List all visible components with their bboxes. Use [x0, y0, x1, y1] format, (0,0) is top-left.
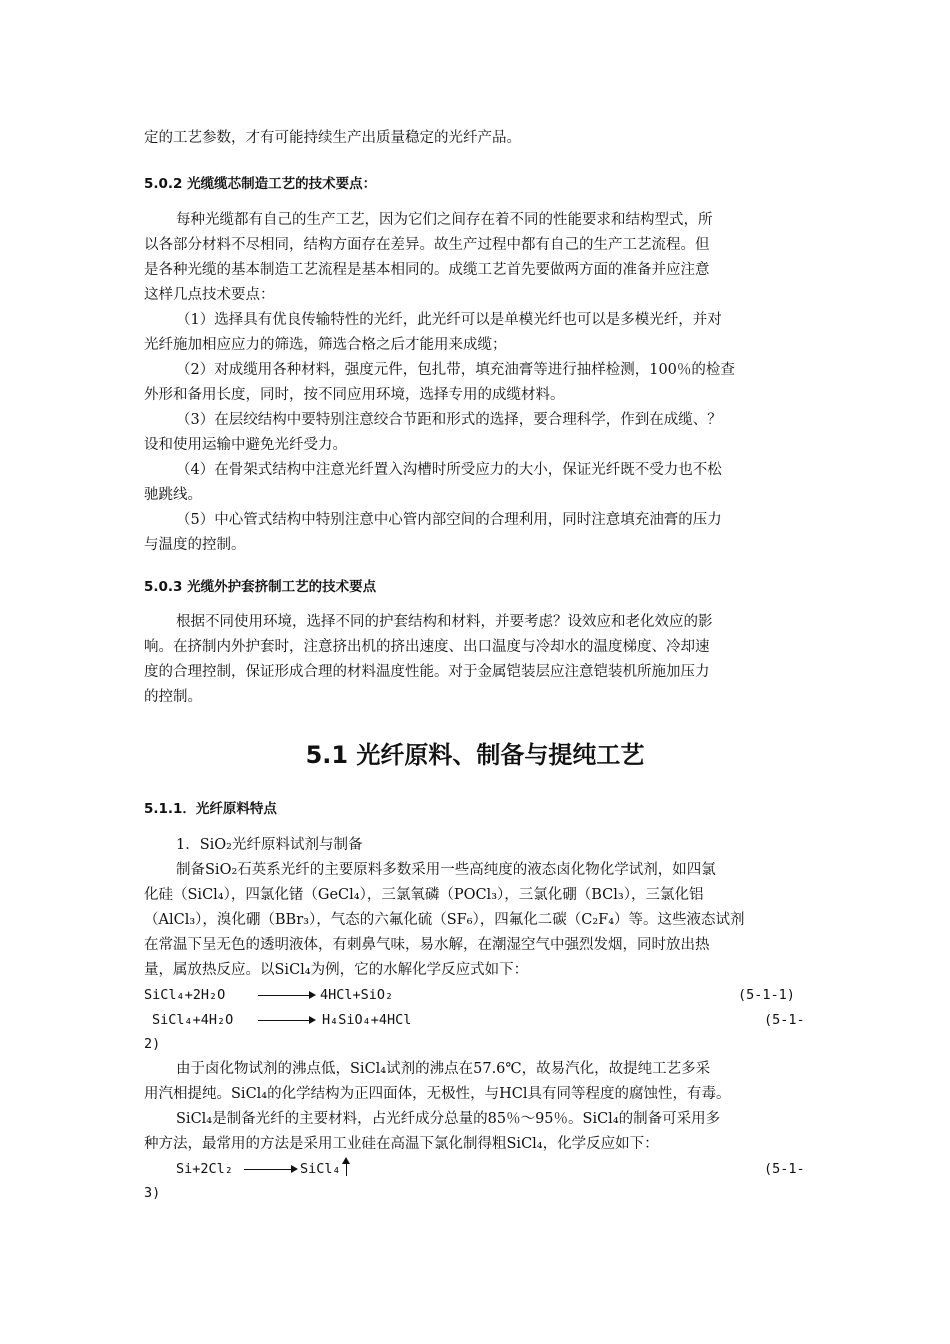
list-item-3-cont: 设和使用运输中避免光纤受力。 — [144, 437, 347, 453]
subsection-heading-5-1-1: 5.1.1．光纤原料特点 — [144, 801, 277, 817]
paragraph-line: 每种光缆都有自己的生产工艺，因为它们之间存在着不同的性能要求和结构型式，所 — [176, 212, 713, 228]
list-item-1: （1）选择具有优良传输特性的光纤，此光纤可以是单模光纤也可以是多模光纤，并对 — [176, 312, 722, 328]
paragraph-line: 度的合理控制，保证形成合理的材料温度性能。对于金属铠装层应注意铠装机所施加压力 — [144, 664, 710, 680]
paragraph-line: 定的工艺参数，才有可能持续生产出质量稳定的光纤产品。 — [144, 130, 521, 146]
equation-2-number: (5-1- — [764, 1012, 805, 1028]
paragraph-line: 由于卤化物试剂的沸点低，SiCl₄试剂的沸点在57.6℃，故易汽化，故提纯工艺多采 — [176, 1061, 711, 1077]
paragraph-line: 化硅（SiCl₄），四氯化锗（GeCl₄），三氯氧磷（POCl₃），三氯化硼（BCl₃），三氯化铝 — [144, 887, 704, 903]
equation-2-products: H₄SiO₄+4HCl — [322, 1012, 412, 1028]
list-item-4: （4）在骨架式结构中注意光纤置入沟槽时所受应力的大小，保证光纤既不受力也不松 — [176, 462, 722, 478]
gas-evolution-arrow-icon — [346, 1160, 347, 1176]
paragraph-line: SiCl₄是制备光纤的主要材料，占光纤成分总量的85％～95％。SiCl₄的制备可采用多 — [176, 1111, 721, 1127]
list-item-1-cont: 光纤施加相应应力的筛选，筛选合格之后才能用来成缆； — [144, 337, 507, 353]
paragraph-line: （AlCl₃），溴化硼（BBr₃），气态的六氟化硫（SF₆），四氟化二碳（C₂F₄）等。这些液态试剂 — [144, 912, 745, 928]
equation-2-number-cont: 2) — [144, 1036, 161, 1052]
section-heading-5-0-2: 5.0.2 光缆缆芯制造工艺的技术要点： — [144, 176, 377, 192]
list-item-4-cont: 驰跳线。 — [144, 487, 202, 503]
equation-1-number: (5-1-1) — [738, 987, 795, 1003]
paragraph-line: 是各种光缆的基本制造工艺流程是基本相同的。成缆工艺首先要做两方面的准备并应注意 — [144, 262, 710, 278]
section-heading-5-0-3: 5.0.3 光缆外护套挤制工艺的技术要点 — [144, 579, 377, 595]
equation-3-reactants: Si+2Cl₂ — [176, 1161, 233, 1177]
paragraph-line: 以各部分材料不尽相同，结构方面存在差异。故生产过程中都有自己的生产工艺流程。但 — [144, 237, 710, 253]
paragraph-line: 种方法，最常用的方法是采用工业硅在高温下氯化制得粗SiCl₄，化学反应如下： — [144, 1136, 659, 1152]
list-item-2-cont: 外形和备用长度，同时，按不同应用环境，选择专用的成缆材料。 — [144, 387, 565, 403]
paragraph-line: 制备SiO₂石英系光纤的主要原料多数采用一些高纯度的液态卤化物化学试剂，如四氯 — [176, 862, 716, 878]
paragraph-line: 这样几点技术要点： — [144, 287, 275, 303]
list-item-5-cont: 与温度的控制。 — [144, 537, 246, 553]
equation-3-number-cont: 3) — [144, 1185, 161, 1201]
list-item-2: （2）对成缆用各种材料，强度元件，包扎带，填充油膏等进行抽样检测，100％的检查 — [176, 362, 735, 378]
reaction-arrow — [258, 995, 314, 996]
paragraph-line: 在常温下呈无色的透明液体，有刺鼻气味，易水解，在潮湿空气中强烈发烟，同时放出热 — [144, 937, 710, 953]
paragraph-line: 量，属放热反应。以SiCl₄为例，它的水解化学反应式如下： — [144, 962, 529, 978]
paragraph-line: 响。在挤制内外护套时，注意挤出机的挤出速度、出口温度与冷却水的温度梯度、冷却速 — [144, 639, 710, 655]
list-item-5: （5）中心管式结构中特别注意中心管内部空间的合理利用，同时注意填充油膏的压力 — [176, 512, 722, 528]
reaction-arrow — [258, 1020, 314, 1021]
reaction-arrow — [244, 1169, 296, 1170]
equation-1-products: 4HCl+SiO₂ — [320, 987, 394, 1003]
equation-3-number: (5-1- — [764, 1161, 805, 1177]
paragraph-line: 的控制。 — [144, 689, 202, 705]
list-item-3: （3）在层绞结构中要特别注意绞合节距和形式的选择，要合理科学，作到在成缆、？ — [176, 412, 722, 428]
chapter-title: 5.1 光纤原料、制备与提纯工艺 — [305, 741, 645, 769]
list-item-heading: 1．SiO₂光纤原料试剂与制备 — [176, 837, 363, 853]
equation-3-products: SiCl₄ — [300, 1161, 341, 1177]
paragraph-line: 用汽相提纯。SiCl₄的化学结构为正四面体，无极性，与HCl具有同等程度的腐蚀性，有毒。 — [144, 1086, 731, 1102]
equation-2-reactants: SiCl₄+4H₂O — [152, 1012, 234, 1028]
equation-1-reactants: SiCl₄+2H₂O — [144, 987, 226, 1003]
paragraph-line: 根据不同使用环境，选择不同的护套结构和材料，并要考虑？设效应和老化效应的影 — [176, 614, 713, 630]
